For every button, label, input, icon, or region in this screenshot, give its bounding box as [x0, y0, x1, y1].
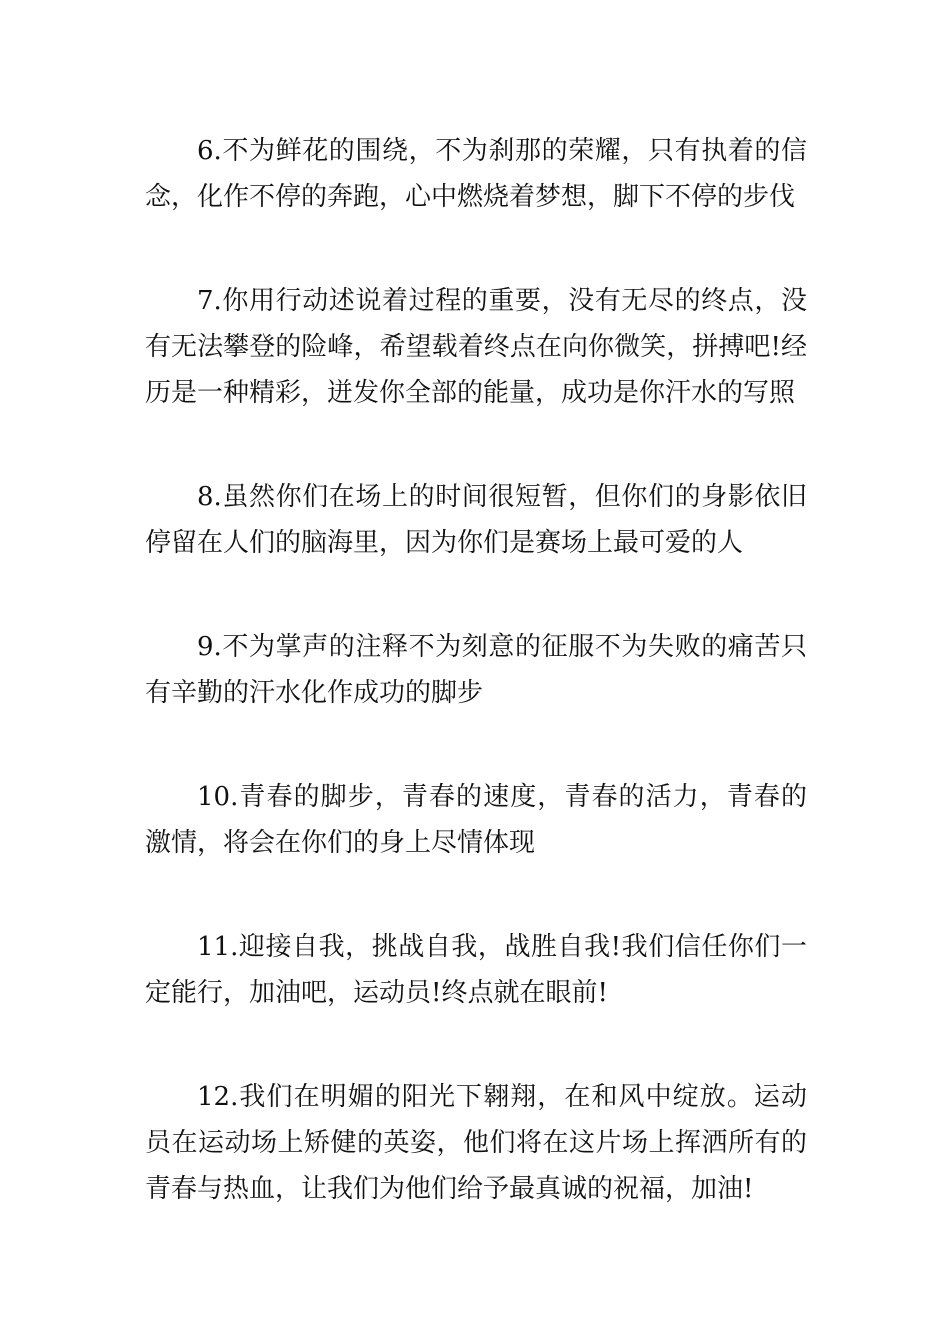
paragraph-10: 10.青春的脚步，青春的速度，青春的活力，青春的激情，将会在你们的身上尽情体现	[145, 782, 807, 858]
paragraph-11: 11.迎接自我，挑战自我，战胜自我!我们信任你们一定能行，加油吧，运动员!终点就在眼前!	[145, 932, 807, 1008]
paragraph-12: 12.我们在明媚的阳光下翱翔，在和风中绽放。运动员在运动场上矫健的英姿，他们将在这片场上挥洒所有的青春与热血，让我们为他们给予最真诚的祝福，加油!	[145, 1082, 807, 1204]
paragraph-9: 9.不为掌声的注释不为刻意的征服不为失败的痛苦只有辛勤的汗水化作成功的脚步	[145, 632, 807, 708]
document-body	[145, 128, 807, 1212]
paragraph-8: 8.虽然你们在场上的时间很短暂，但你们的身影依旧停留在人们的脑海里，因为你们是赛场上最可爱的人	[145, 482, 807, 558]
paragraph-7: 7.你用行动述说着过程的重要，没有无尽的终点，没有无法攀登的险峰，希望载着终点在向你微笑，拼搏吧!经历是一种精彩，迸发你全部的能量，成功是你汗水的写照	[145, 286, 807, 408]
paragraph-6: 6.不为鲜花的围绕，不为刹那的荣耀，只有执着的信念，化作不停的奔跑，心中燃烧着梦想，脚下不停的步伐	[145, 136, 807, 212]
